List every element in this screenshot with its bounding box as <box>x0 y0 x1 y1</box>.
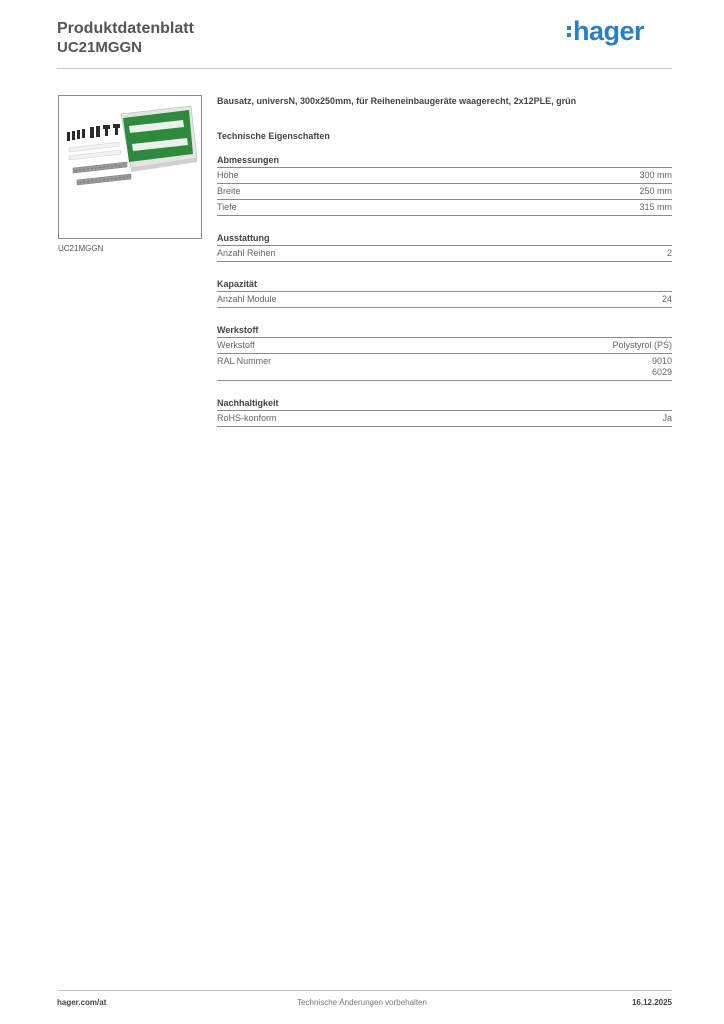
spec-value <box>662 413 672 424</box>
spec-value-line: 315 mm <box>639 202 672 212</box>
footer-divider <box>57 990 672 991</box>
spec-section-title: Werkstoff <box>217 325 672 338</box>
footer-disclaimer: Technische Änderungen vorbehalten <box>297 998 427 1007</box>
spec-row <box>217 292 672 308</box>
spec-row <box>217 338 672 354</box>
spec-section-title: Kapazität <box>217 279 672 292</box>
spec-row <box>217 200 672 216</box>
spec-section-title: Nachhaltigkeit <box>217 398 672 411</box>
image-caption: UC21MGGN <box>58 244 104 253</box>
spec-value-line: 250 mm <box>639 186 672 196</box>
spec-label: Werkstoff <box>217 340 255 350</box>
spec-section-title: Ausstattung <box>217 233 672 246</box>
technical-properties-heading: Technische Eigenschaften <box>217 131 330 141</box>
spec-row <box>217 184 672 200</box>
spec-section <box>217 155 672 216</box>
spec-value <box>639 186 672 197</box>
spec-label: RoHS-konform <box>217 413 277 423</box>
product-description: Bausatz, universN, 300x250mm, für Reiheneinbaugeräte waagerecht, 2x12PLE, grün <box>217 96 577 106</box>
spec-value <box>667 248 672 259</box>
spec-value-line: Polystyrol (PS) <box>612 340 672 350</box>
spec-value <box>652 356 672 378</box>
spec-row <box>217 411 672 427</box>
logo-text: hager <box>573 16 645 46</box>
product-code: UC21MGGN <box>57 39 143 56</box>
spec-label: RAL Nummer <box>217 356 272 366</box>
spec-section-title: Abmessungen <box>217 155 672 168</box>
spec-row <box>217 168 672 184</box>
spec-label: Anzahl Module <box>217 294 277 304</box>
spec-section <box>217 398 672 427</box>
spec-row <box>217 354 672 381</box>
spec-sections <box>217 155 672 427</box>
logo-dots-icon <box>567 26 571 37</box>
spec-value <box>639 202 672 213</box>
spec-label: Tiefe <box>217 202 237 212</box>
spec-value <box>662 294 672 305</box>
product-kit-icon <box>59 96 201 238</box>
spec-value-line: 24 <box>661 294 672 304</box>
footer-date: 16.12.2025 <box>631 998 672 1007</box>
product-image <box>58 95 202 239</box>
spec-value-line: Ja <box>662 413 672 423</box>
spec-value <box>639 170 672 181</box>
header-divider <box>57 68 672 69</box>
spec-value-line: 300 mm <box>639 170 672 180</box>
spec-value-line: 2 <box>666 248 672 258</box>
page-title: Produktdatenblatt <box>57 20 194 37</box>
hager-logo <box>567 18 644 45</box>
spec-value-line: 6029 <box>651 367 672 377</box>
spec-section <box>217 325 672 381</box>
spec-label: Breite <box>217 186 241 196</box>
product-details <box>217 96 672 427</box>
spec-value <box>612 340 672 351</box>
spec-label: Höhe <box>217 170 239 180</box>
spec-label: Anzahl Reihen <box>217 248 276 258</box>
spec-section <box>217 279 672 308</box>
spec-row <box>217 246 672 262</box>
spec-value-line: 9010 <box>651 356 672 366</box>
footer-website: hager.com/at <box>57 998 107 1007</box>
spec-section <box>217 233 672 262</box>
